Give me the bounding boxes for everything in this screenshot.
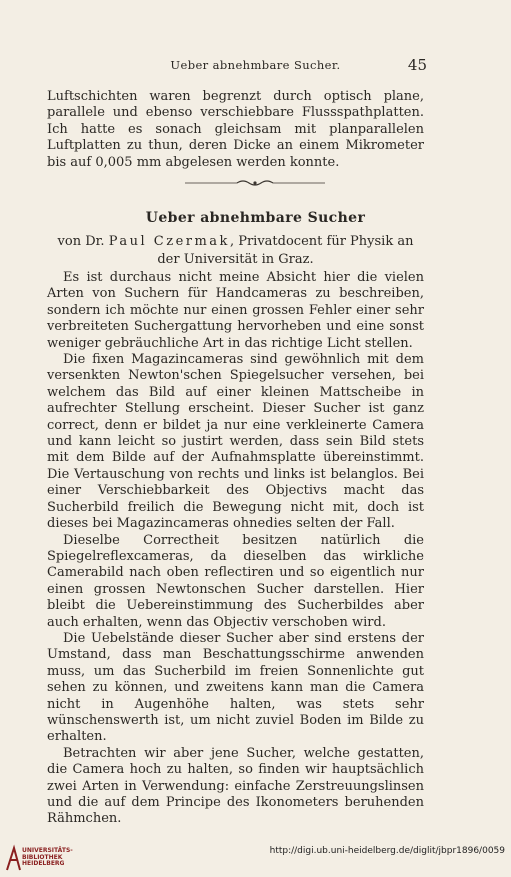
paragraph: Es ist durchaus nicht meine Absicht hier die vielen Arten von Suchern für Handcameras zu beschreiben, sondern ich möchte nur einen grossen Fehler einer sehr verbreiteten Suchergattung hervorheben und eine sonst weniger gebräuchliche Art in das richtige Licht stellen. <box>47 270 424 351</box>
page-number: 45 <box>407 56 427 74</box>
author-name: Paul Czermak <box>108 234 230 249</box>
source-url-link[interactable]: http://digi.ub.uni-heidelberg.de/diglit/jbpr1896/0059 <box>269 846 505 856</box>
logo-line: BIBLIOTHEK <box>22 853 63 861</box>
byline-prefix: von Dr. <box>57 234 105 249</box>
article-byline <box>47 233 424 269</box>
paragraph: Die Uebelstände dieser Sucher aber sind erstens der Umstand, dass man Beschattungsschirme anwenden muss, um das Sucherbild im freien Sonnenlichte gut sehen zu können, und zweitens kann man die Camera nicht in Augenhöhe halten, was stets sehr wünschenswerth ist, um nicht zuviel Boden im Bilde zu erhalten. <box>47 630 424 745</box>
running-title: Ueber abnehmbare Sucher. <box>170 58 341 72</box>
paragraph-text: Luftschichten waren begrenzt durch optisch plane, parallele und ebenso verschiebbare Flussspathplatten. Ich hatte es sonach gleichsam mit planparallelen Luftplatten zu thun, deren Dicke an einem Mikrometer bis auf 0,005 mm abgelesen werden konnte. <box>47 89 424 170</box>
section-divider-ornament <box>185 178 325 188</box>
logo-line: UNIVERSITÄTS- <box>22 847 73 854</box>
byline-suffix: , Privatdocent für Physik an der Universität in Graz. <box>157 234 414 267</box>
paragraph: Dieselbe Correctheit besitzen natürlich die Spiegelreflexcameras, da dieselben das wirkliche Camerabild nach oben reflectiren und so eigentlich nur einen grossen Newtonschen Sucher darstellen. Hier bleibt die Uebereinstimmung des Sucherbildes aber auch erhalten, wenn das Objectiv verschoben wird. <box>47 532 424 630</box>
article-title: Ueber abnehmbare Sucher <box>145 210 366 226</box>
paragraph: Betrachten wir aber jene Sucher, welche gestatten, die Camera hoch zu halten, so finden wir hauptsächlich zwei Arten in Verwendung: einfache Zerstreuungslinsen und die auf dem Principe des Ikonometers beruhenden Rähmchen. <box>47 745 424 827</box>
logo-line: HEIDELBERG <box>22 860 65 868</box>
article-body <box>47 270 424 828</box>
intro-paragraph <box>47 89 424 171</box>
library-logo-text <box>22 848 73 868</box>
paragraph: Die fixen Magazincameras sind gewöhnlich mit dem versenkten Newton'schen Spiegelsucher versehen, bei welchem das Bild auf einer kleinen Mattscheibe in aufrechter Stellung erscheint. Dieser Sucher ist ganz correct, denn er bildet ja nur eine verkleinerte Camera und kann leicht so justirt werden, dass sein Bild stets mit dem Bilde auf der Aufnahmsplatte übereinstimmt. Die Vertauschung von rechts und links ist belanglos. Bei einer Verschiebbarkeit des Objectivs macht das Sucherbild freilich die Bewegung nicht mit, doch ist dieses bei Magazincameras ohnedies selten der Fall. <box>47 352 424 532</box>
